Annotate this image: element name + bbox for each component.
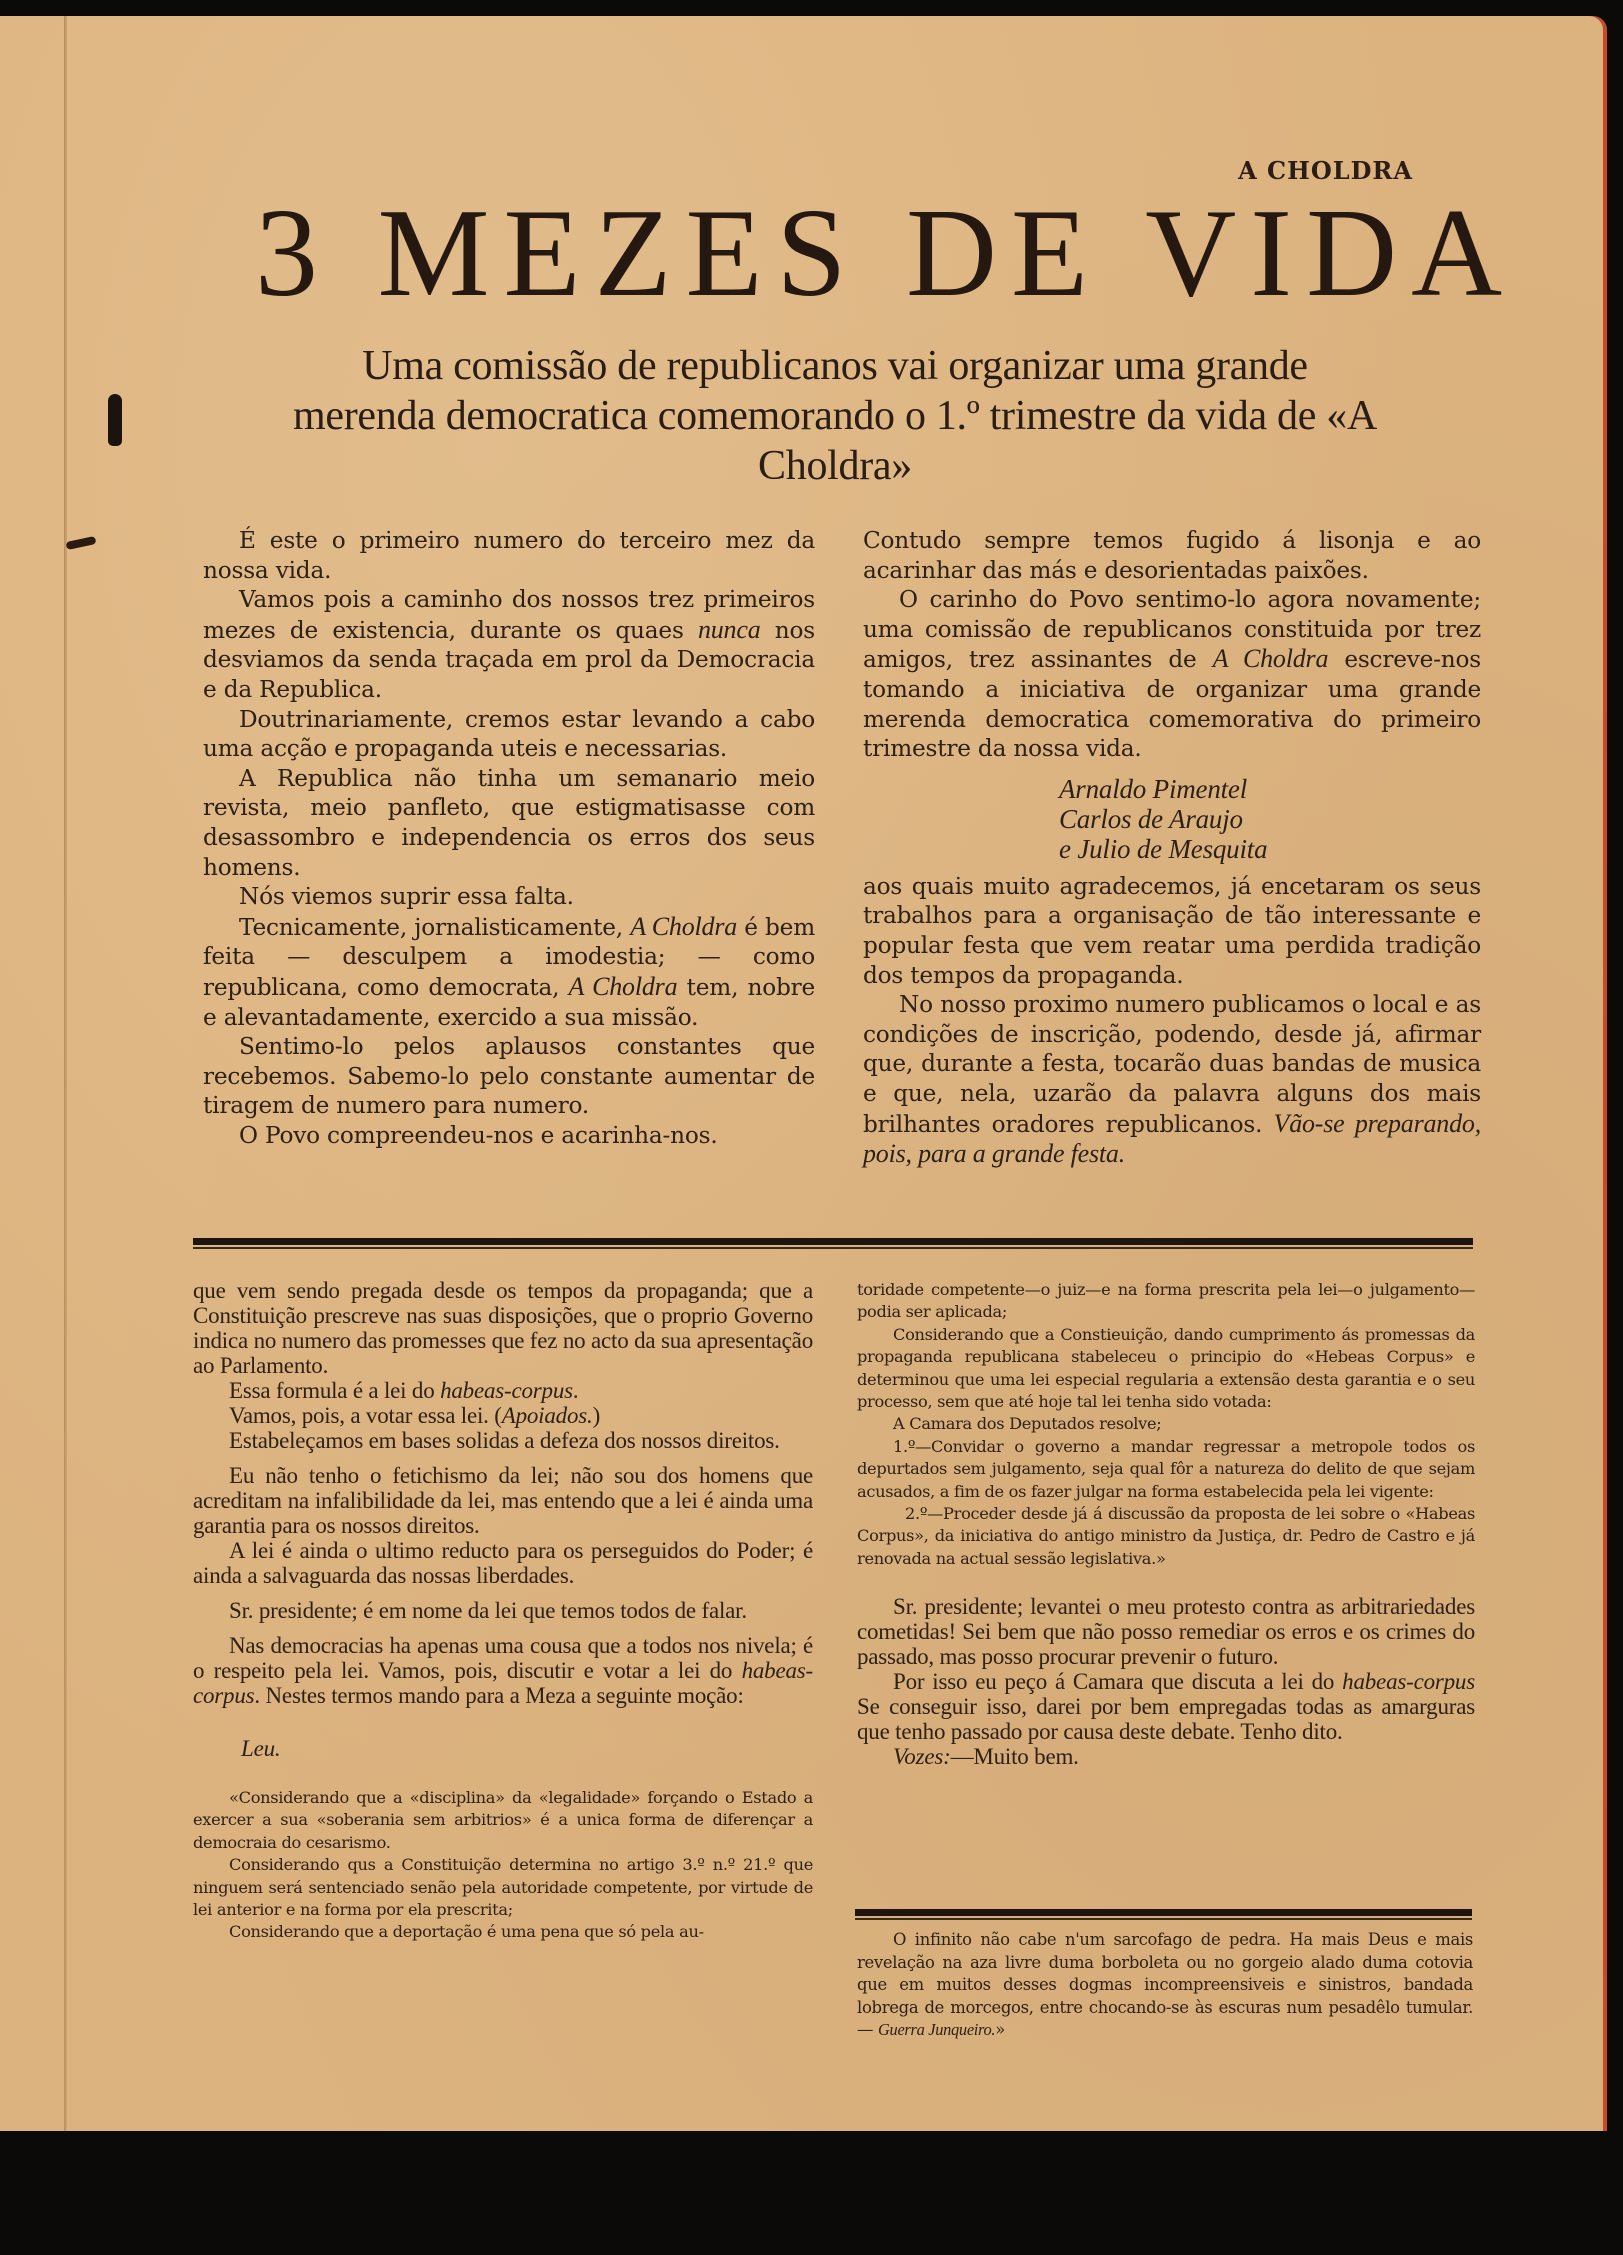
paragraph: Eu não tenho o fetichismo da lei; não sou dos homens que acreditam na infalibilidade da lei, mas entendo que a lei é ainda uma garantia para os nossos direitos.: [193, 1463, 813, 1538]
paragraph: Nós viemos suprir essa falta.: [239, 883, 574, 911]
paragraph: Sr. presidente; levantei o meu protesto contra as arbitrariedades cometidas! Sei bem que não posso remediar os erros e os crimes do passado, mas posso procurar prevenir o futuro.: [857, 1594, 1475, 1670]
motion-clause: A Camara dos Deputados resolve;: [893, 1414, 1162, 1434]
paragraph: Vozes:—Muito bem.: [893, 1744, 1079, 1770]
paragraph: Sr. presidente; é em nome da lei que temos todos de falar.: [229, 1598, 747, 1623]
ink-blot: [108, 394, 122, 446]
masthead: A CHOLDRA: [1238, 156, 1413, 185]
paragraph: Nas democracias ha apenas uma cousa que a todos nos nivela; é o respeito pela lei. Vamos, pois, discutir e votar a lei do habeas-corpus. Nestes termos mando para a Meza a seguinte moção:: [193, 1633, 813, 1708]
quotation: O infinito não cabe n'um sarcofago de pedra. Ha mais Deus e mais revelação na aza livre duma borboleta ou no gorgeio alado duma cotovia que em muitos desses dogmas incompreensiveis e sinistros, bandada lobrega de morcegos, entre chocando-se às escuras num pesadêlo tumular. — Guerra Junqueiro.»: [857, 1930, 1473, 2040]
paragraph: Sentimo-lo pelos aplausos constantes que recebemos. Sabemo-lo pelo constante aumentar de tiragem de numero para numero.: [203, 1033, 815, 1120]
paragraph: É este o primeiro numero do terceiro mez da nossa vida.: [203, 527, 815, 584]
paragraph: Doutrinariamente, cremos estar levando a cabo uma acção e propaganda uteis e necessarias.: [203, 705, 815, 763]
paragraph: Vamos, pois, a votar essa lei. (Apoiados.): [229, 1403, 601, 1428]
quote-divider-rule: [855, 1909, 1472, 1920]
paragraph: Vamos pois a caminho dos nossos trez primeiros mezes de existencia, durante os quaes nunca nos desviamos da senda traçada em prol da Democracia e da Republica.: [203, 586, 815, 703]
stage-direction: Leu.: [241, 1736, 281, 1761]
paragraph: aos quais muito agradecemos, já encetaram os seus trabalhos para a organisação de tão interessante e popular festa que vem reatar uma perdida tradição dos tempos da propaganda.: [863, 872, 1481, 989]
signatory: Carlos de Araujo: [1059, 803, 1243, 834]
motion-clause: 1.º—Convidar o governo a mandar regressar a metropole todos os depurtados sem julgamento, seja qual fôr a natureza do delito de que sejam acusados, a fim de os fazer julgar na forma estabelecida pela lei vigente:: [857, 1436, 1475, 1501]
ink-smudge: [65, 536, 96, 550]
headline: 3 MEZES DE VIDA: [255, 184, 1517, 323]
section-divider-rule: [193, 1238, 1473, 1249]
motion-clause: 2.º—Proceder desde já á discussão da proposta de lei sobre o «Habeas Corpus», da iniciativa do antigo ministro da Justiça, dr. Pedro de Castro e já renovada na actual sessão legislativa.»: [857, 1504, 1475, 1568]
motion-clause: Considerando que a deportação é uma pena que só pela au-: [229, 1922, 704, 1942]
paragraph: Tecnicamente, jornalisticamente, A Choldra é bem feita — desculpem a imodestia; — como republicana, como democrata, A Choldra tem, nobre e alevantadamente, exercido a sua missão.: [203, 911, 816, 1031]
paragraph: Contudo sempre temos fugido á lisonja e ao acarinhar das más e desorientadas paixões.: [863, 527, 1481, 584]
page-spine-fold: [64, 16, 67, 2131]
motion-clause: toridade competente—o juiz—e na forma prescrita pela lei—o julgamento—podia ser aplicada;: [857, 1280, 1475, 1322]
paragraph: O Povo compreendeu-nos e acarinha-nos.: [239, 1121, 718, 1149]
paragraph: Essa formula é a lei do habeas-corpus.: [229, 1378, 579, 1403]
paragraph: Por isso eu peço á Camara que discuta a lei do habeas-corpus Se conseguir isso, darei por bem empregadas todas as amarguras que tenho passado por causa deste debate. Tenho dito.: [857, 1669, 1475, 1745]
signatory: Arnaldo Pimentel: [1059, 773, 1248, 804]
paragraph: A lei é ainda o ultimo reducto para os perseguidos do Poder; é ainda a salvaguarda das nossas liberdades.: [193, 1538, 813, 1588]
motion-clause: «Considerando que a «disciplina» da «legalidade» forçando o Estado a exercer a sua «soberania sem arbitrios» é a unica forma de diferençar a democraia do cesarismo.: [193, 1788, 813, 1852]
quotation-box: [857, 1929, 1473, 2042]
motion-clause: Considerando qus a Constituição determina no artigo 3.º n.º 21.º que ninguem será sentenciado senão pela autoridade competente, por virtude de lei anterior e na forma por ela prescrita;: [193, 1855, 813, 1920]
motion-clause: Considerando que a Constieuição, dando cumprimento ás promessas da propaganda republicana stabeleceu o principio do «Hebeas Corpus» e determinou que uma lei especial regularia a extensão desta garantia e o seu processo, sem que até hoje tal lei tenha sido votada:: [857, 1324, 1475, 1412]
paragraph: Estabeleçamos em bases solidas a defeza dos nossos direitos.: [229, 1428, 780, 1453]
quote-author: Guerra Junqueiro.: [878, 2020, 996, 2040]
speech-left-column: [193, 1278, 813, 1944]
subheadline: Uma comissão de republicanos vai organizar uma grande merenda democratica comemorando o 1.º trimestre da vida de «A Choldra»: [293, 343, 1377, 489]
paragraph: A Republica não tinha um semanario meio revista, meio panfleto, que estigmatisasse com desassombro e independencia os erros dos seus homens.: [203, 764, 815, 881]
article-left-column: [203, 526, 815, 1150]
speech-right-column: [857, 1279, 1475, 1769]
signatories: [863, 774, 1481, 864]
paragraph: O carinho do Povo sentimo-lo agora novamente; uma comissão de republicanos constituida por trez amigos, trez assinantes de A Choldra escreve-nos tomando a iniciativa de organizar uma grande merenda democratica comemorativa do primeiro trimestre da nossa vida.: [863, 586, 1481, 763]
paragraph: No nosso proximo numero publicamos o local e as condições de inscrição, podendo, desde já, afirmar que, durante a festa, tocarão duas bandas de musica e que, nela, uzarão da palavra alguns dos mais brilhantes oradores republicanos. Vão-se preparando, pois, para a grande festa.: [863, 991, 1481, 1169]
paragraph: que vem sendo pregada desde os tempos da propaganda; que a Constituição prescreve nas suas disposições, que o proprio Governo indica no numero das promesses que fez no acto da sua apresentação ao Parlamento.: [193, 1278, 813, 1378]
signatory: e Julio de Mesquita: [1059, 833, 1268, 864]
newspaper-page: [0, 16, 1607, 2131]
article-right-column: [863, 526, 1481, 1170]
